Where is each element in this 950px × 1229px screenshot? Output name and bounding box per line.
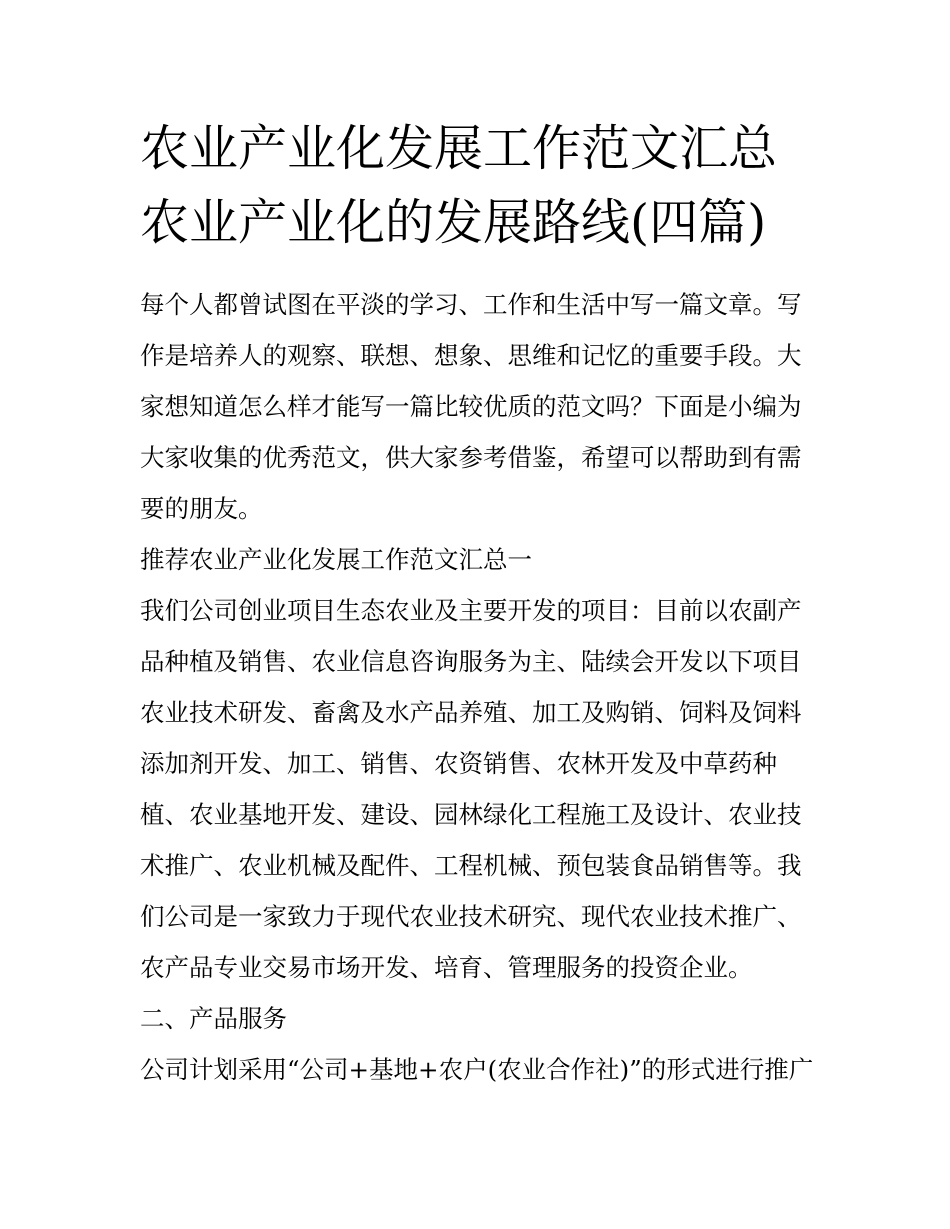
- subheading-product-services: 二、产品服务: [140, 1004, 287, 1033]
- title-line: 农业产业化发展工作范文汇总: [140, 120, 778, 177]
- company-paragraph-line: 农产品专业交易市场开发、培育、管理服务的投资企业。: [140, 953, 753, 982]
- company-paragraph-line: 农业技术研发、畜禽及水产品养殖、加工及购销、饲料及饲料: [140, 698, 802, 727]
- company-paragraph-line: 添加剂开发、加工、销售、农资销售、农林开发及中草药种: [140, 749, 777, 778]
- body-text-line: 公司计划采用“公司+基地+农户(农业合作社)”的形式进行推广: [140, 1055, 814, 1084]
- intro-paragraph-line: 作是培养人的观察、联想、想象、思维和记忆的重要手段。大: [140, 341, 802, 370]
- company-paragraph-line: 品种植及销售、农业信息咨询服务为主、陆续会开发以下项目: [140, 647, 802, 676]
- intro-paragraph-line: 大家收集的优秀范文，供大家参考借鉴，希望可以帮助到有需: [140, 443, 802, 472]
- company-paragraph-line: 植、农业基地开发、建设、园林绿化工程施工及设计、农业技: [140, 800, 802, 829]
- document-body: [140, 279, 830, 1095]
- company-paragraph-line: 我们公司创业项目生态农业及主要开发的项目：目前以农副产: [140, 596, 802, 625]
- intro-paragraph-line: 家想知道怎么样才能写一篇比较优质的范文吗？下面是小编为: [140, 392, 802, 421]
- company-paragraph-line: 术推广、农业机械及配件、工程机械、预包装食品销售等。我: [140, 851, 802, 880]
- intro-paragraph-line: 每个人都曾试图在平淡的学习、工作和生活中写一篇文章。写: [140, 290, 802, 319]
- document-title: [140, 112, 820, 260]
- intro-paragraph-line: 要的朋友。: [140, 494, 263, 523]
- title-line: 农业产业化的发展路线(四篇): [140, 194, 767, 251]
- section-heading: 推荐农业产业化发展工作范文汇总一: [140, 545, 532, 574]
- company-paragraph-line: 们公司是一家致力于现代农业技术研究、现代农业技术推广、: [140, 902, 802, 931]
